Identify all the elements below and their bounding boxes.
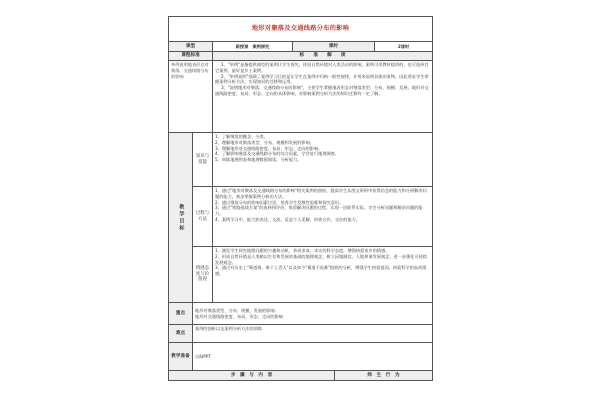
lesson-hours-label: 课时 [293,42,375,52]
key-point-item: 地形对聚落类型、分布、规模、发展的影响； [195,307,279,313]
standard-header-left: 课程标准 [169,52,213,61]
document-title: 地形对聚落及交通线路分布的影响 [169,17,433,42]
objective-process-label: 过程与方法 [193,187,213,247]
standard-point-3: 3、"说明地形对聚落、交通线路分布的影响"，主要学生掌握地表形态对聚落类型、分布、规模、发展，地形对交通线路密度、布局、形态、走向的具体影响，对影响案例分析方法的知识迁移有一定了解。 [215,85,429,96]
lesson-type-label: 课型 [169,42,213,52]
objective-attitude-item: 1、激发学生探究地理问题的兴趣和动机，养成求真、求实的科学态度，增强热爱家乡的情感。 [215,248,390,253]
objective-knowledge-item: 2、理解地形对聚落类型、分布、规模和发展的影响。 [215,139,314,145]
key-points-label: 重点 [169,303,193,325]
key-point-item: 地形对交通线路密度、布局、形态、走向的影响 [195,313,283,319]
objective-process-item: 4、案例学习中，能大胆表达，交流，反思个人见解，培养合作、交往的能力。 [215,216,361,222]
objective-attitude-list [213,247,433,303]
key-points-list [193,303,433,325]
teacher-student-header: 师 生 行 为 [335,371,433,381]
objective-process-item: 1、通过"地形对聚落及交通线路分布的影响"相关案例的剖析，提高学生从图文资料中获得信息的能力和分析解决问题的能力，初步掌握案例分析的方法。 [215,188,427,199]
difficult-points-label: 难点 [169,325,193,343]
difficult-points-text: 案例的剖析以及案例分析方法的训练 [193,325,433,343]
objective-process-list [213,187,433,247]
lesson-plan-document [168,16,432,396]
standard-text: 举例说明地表形态对聚落、交通线路分布的影响 [169,61,213,133]
objective-attitude-item: 3、通过对历史上"蜀道难，难于上青天"以及如今"蜀道不再难"组织的分析，增强学生热爱祖国，热爱科学的高尚情感。 [215,265,427,277]
objective-knowledge-item: 5、训练地理图表和地理数据阅读、分析能力。 [215,157,302,163]
standard-point-2: 2、"举例说明"强调了案例学习目的是让学生在案例中归纳一般性规律，并用来说明具体的事物，因此要求学生掌握案例分析方法，实现知识的迁移和运用。 [215,73,429,85]
objective-process-item: 2、通过聚落分布的影响因素讨论，培养学生发散性思维和探究意识。 [215,199,344,205]
teaching-prep-text: 自制PPT [193,343,433,371]
objective-process-item: 3、通过"铁路选线方案"的选择和评价，体验解决问题的过程，实现一论联系实际，学会分析问题和解决问题的能力。 [215,205,423,217]
standard-header-right: 标 准 解 读 [213,52,433,61]
steps-content-header: 步 骤 与 内 容 [169,371,335,381]
standard-interpretation [213,61,433,133]
objective-attitude-label: 情感态度与价值观 [193,247,213,303]
objective-knowledge-item: 3、理解地形对交通线路密度、布局、形态、走向的影响。 [215,145,323,151]
objective-attitude-item: 2、形成自然环境是人类赖以生存和发展的基础的地理观念，树立因地制宜、人地和谐发展观念，进一步强化可持续发展观念。 [215,253,428,265]
objectives-label: 教学目标 [169,133,193,303]
objective-knowledge-list [213,133,433,187]
objective-knowledge-item: 4、了解影响聚落及交通线路分布的综合因素，学会进行地理调查。 [215,151,340,157]
objective-knowledge-item: 1、了解聚落的概念、分类。 [215,134,268,139]
lesson-type-value: 新授课 案例探究 [213,42,293,52]
teaching-prep-label: 教学准备 [169,343,193,371]
objective-knowledge-label: 知识与技能 [193,133,213,187]
lesson-plan-table [168,16,433,381]
lesson-hours-value: 2课时 [375,42,433,52]
standard-point-1: 1、"举例"是指提供典型的案例让学生探究，体验自然环境对人类活动的影响，案例可用教材提供的，也可选择其它案例，最好是乡土案例。 [215,62,429,73]
